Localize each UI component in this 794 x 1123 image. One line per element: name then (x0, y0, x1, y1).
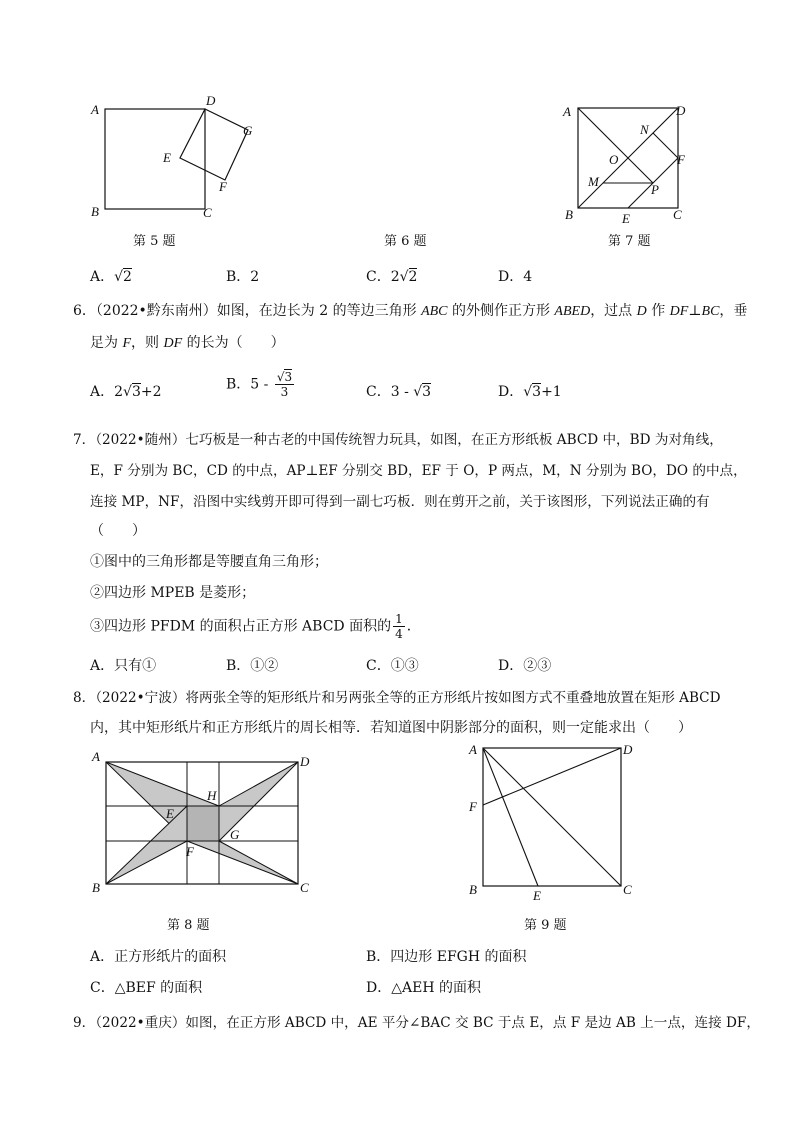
q6-stem-line1: 6．（2022•黔东南州）如图，在边长为 2 的等边三角形 ABC 的外侧作正方形 ABED，过点 D 作 DF⊥BC，垂 (73, 303, 748, 319)
q8-stem-line1: 8．（2022•宁波）将两张全等的矩形纸片和另两张全等的正方形纸片按如图方式不重叠地放置在矩形 ABCD (73, 690, 721, 706)
q8-option-d: D．△AEH 的面积 (366, 980, 481, 996)
q5-option-b: B．2 (226, 269, 260, 285)
q7-option-a: A．只有① (90, 658, 157, 674)
label-e: E (533, 888, 541, 903)
q7-statement-2: ②四边形 MPEB 是菱形； (90, 585, 256, 601)
label-d: D (623, 742, 633, 757)
label-f: F (219, 179, 227, 194)
q7-statement-3: ③四边形 PFDM 的面积占正方形 ABCD 面积的 $\frac{1}{4}$ ． (90, 612, 421, 641)
q8-option-b: B．四边形 EFGH 的面积 (366, 949, 527, 965)
q6-option-c: C．3 - √3 (366, 384, 432, 400)
figure-7-drawing (560, 100, 700, 230)
line-nf (653, 133, 678, 158)
q6-option-a: A．2√3+2 (90, 384, 162, 400)
label-a: A (469, 742, 477, 757)
figure-7 (560, 100, 700, 230)
figure-9-drawing (465, 738, 645, 903)
label-a: A (92, 749, 100, 764)
label-h: H (207, 788, 217, 803)
line-ap (578, 108, 653, 183)
label-a: A (91, 102, 99, 117)
label-c: C (623, 882, 632, 897)
line-ae (483, 748, 538, 886)
diagonal-ac (483, 748, 621, 886)
center-square (187, 806, 219, 841)
label-d: D (206, 93, 216, 108)
label-f: F (469, 799, 477, 814)
label-f: F (186, 844, 194, 859)
label-o: O (609, 152, 619, 167)
q8-option-c: C．△BEF 的面积 (90, 980, 203, 996)
q7-option-b: B．①② (226, 658, 279, 674)
q5-option-a: A．√2 (90, 269, 132, 285)
square-defg (180, 109, 248, 180)
q5-option-c: C．2√2 (366, 269, 418, 285)
label-d: D (300, 754, 310, 769)
q6-option-b: B．5 - $\frac{√3}{3}$ (226, 370, 293, 399)
figure-9 (465, 738, 645, 903)
label-e: E (622, 211, 630, 226)
q7-statement-1: ①图中的三角形都是等腰直角三角形； (90, 554, 328, 570)
label-a: A (563, 104, 571, 119)
label-d: D (676, 103, 686, 118)
label-f: F (677, 152, 685, 167)
label-g: G (230, 827, 240, 842)
figure-8-caption: 第 8 题 (167, 918, 210, 933)
label-b: B (92, 880, 100, 895)
figure-7-caption: 第 7 题 (608, 234, 651, 249)
q7-stem-line3: 连接 MP，NF，沿图中实线剪开即可得到一副七巧板．则在剪开之前，关于该图形，下列说法正确的有 (90, 494, 710, 510)
square-abcd (105, 109, 205, 209)
q7-stem-line1: 7．（2022•随州）七巧板是一种古老的中国传统智力玩具，如图，在正方形纸板 ABCD 中，BD 为对角线， (73, 432, 723, 448)
figure-8 (88, 748, 328, 898)
label-c: C (203, 205, 212, 220)
shade-right-bottom (187, 841, 298, 884)
label-e: E (166, 806, 174, 821)
label-b: B (91, 204, 99, 219)
label-b: B (469, 882, 477, 897)
label-b: B (565, 207, 573, 222)
label-e: E (163, 150, 171, 165)
q6-option-d: D．√3+1 (498, 384, 562, 400)
q6-stem-line2: 足为 F，则 DF 的长为（ ） (90, 335, 285, 351)
q9-stem-line1: 9．（2022•重庆）如图，在正方形 ABCD 中，AE 平分∠BAC 交 BC 于点 E，点 F 是边 AB 上一点，连接 DF， (73, 1015, 760, 1031)
figure-9-caption: 第 9 题 (524, 918, 567, 933)
figure-5-caption: 第 5 题 (133, 234, 176, 249)
q8-option-a: A．正方形纸片的面积 (90, 949, 227, 965)
figure-8-drawing (88, 748, 328, 898)
label-c: C (300, 880, 309, 895)
label-p: P (651, 182, 659, 197)
q7-option-d: D．②③ (498, 658, 552, 674)
label-n: N (640, 122, 649, 137)
label-c: C (673, 207, 682, 222)
q7-option-c: C．①③ (366, 658, 419, 674)
label-g: G (243, 123, 253, 138)
label-m: M (588, 174, 599, 189)
q7-stem-line4: （ ） (90, 523, 146, 539)
figure-6-caption: 第 6 题 (384, 234, 427, 249)
line-df (483, 748, 621, 805)
q8-stem-line2: 内，其中矩形纸片和正方形纸片的周长相等．若知道图中阴影部分的面积，则一定能求出（ ） (90, 720, 692, 736)
figure-5-drawing (85, 92, 265, 227)
q5-option-d: D．4 (498, 269, 533, 285)
figure-5 (85, 92, 265, 227)
q7-stem-line2: E，F 分别为 BC，CD 的中点，AP⊥EF 分别交 BD，EF 于 O，P 两点，M，N 分别为 BO，DO 的中点， (90, 463, 747, 479)
